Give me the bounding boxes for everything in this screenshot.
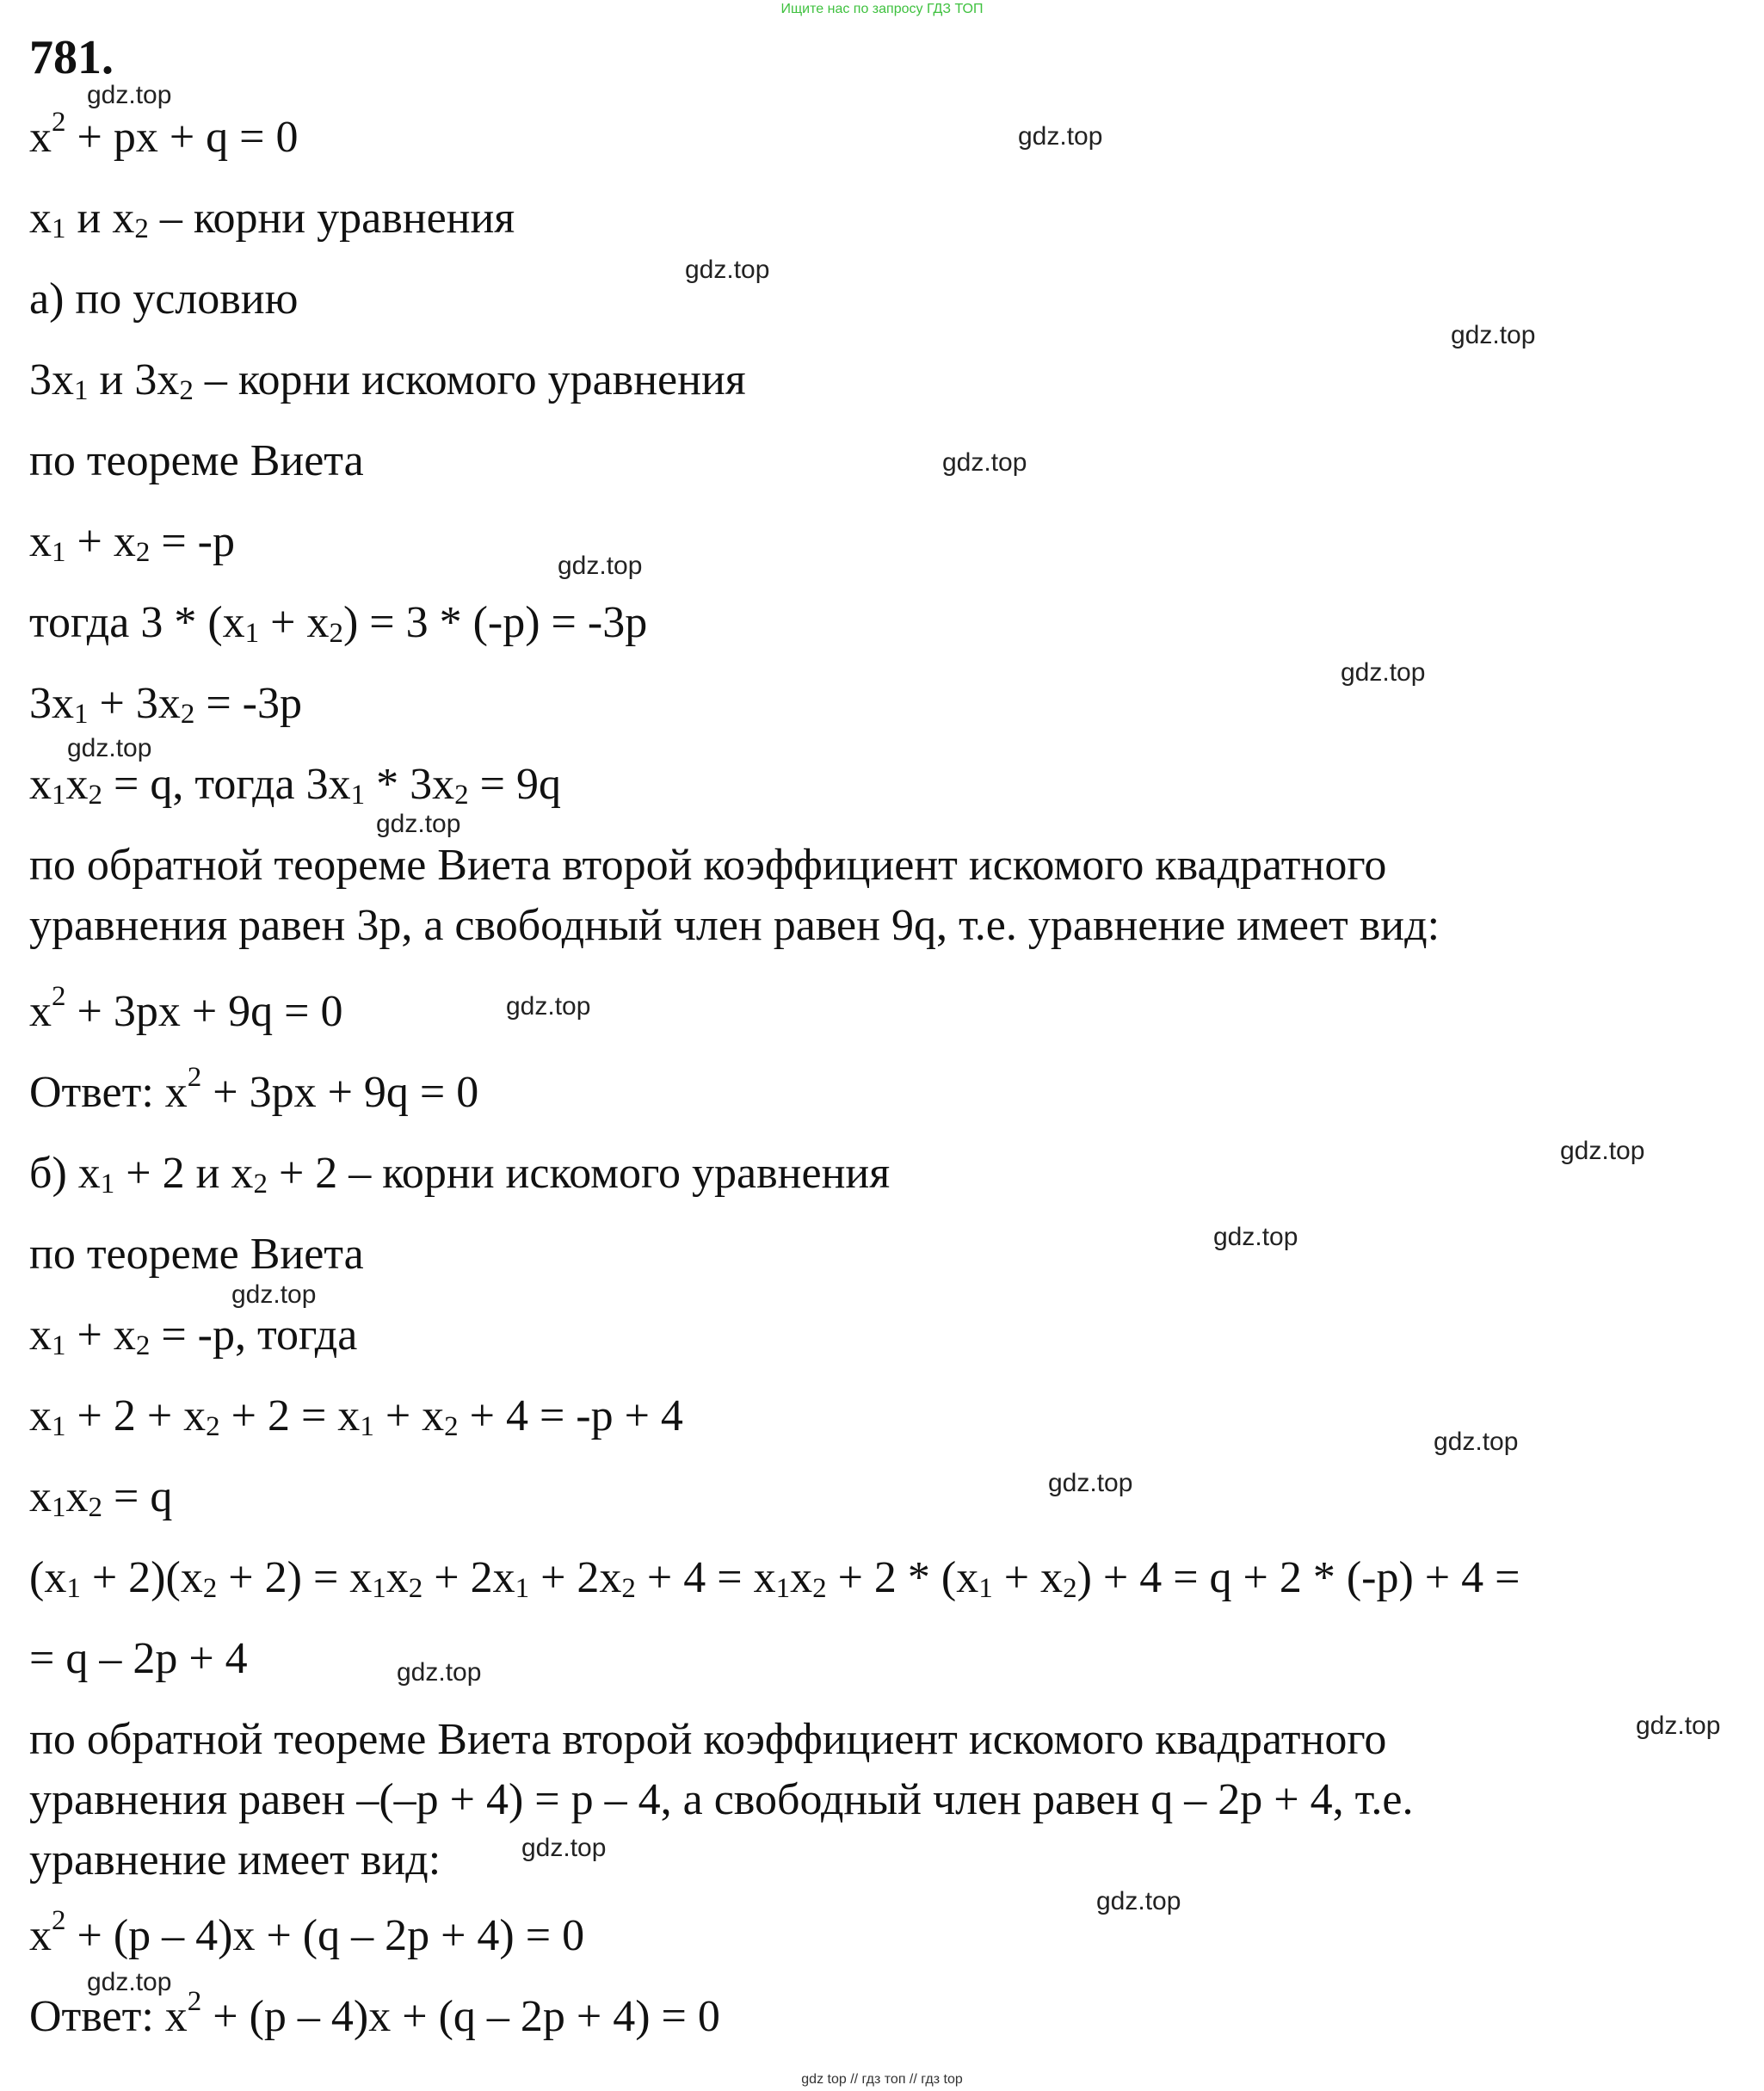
vieta-sum-a: $x_1 + x_2 = -p$ bbox=[29, 517, 235, 568]
new-product-b: $(x_1 + 2)(x_2 + 2) = x_1x_2 + 2x_1 + 2x_2 + 4 = x_1x_2 + 2 * (x_1 + x_2) + 4 = q + 2 * (-p) + 4$ = bbox=[29, 1553, 1520, 1604]
result-equation-b: $x^2 + (p - 4)x + (q - 2p + 4) = 0$ bbox=[29, 1905, 585, 1960]
watermark: gdz.top bbox=[376, 810, 461, 838]
watermark: gdz.top bbox=[397, 1658, 482, 1687]
vieta-product-b: $x_1x_2 = q$ bbox=[29, 1472, 173, 1523]
watermark: gdz.top bbox=[1451, 321, 1536, 349]
footer-links[interactable]: gdz top // гдз топ // гдз top bbox=[801, 2072, 963, 2087]
watermark: gdz.top bbox=[1636, 1712, 1721, 1740]
new-sum-a: $3x_1 + 3x_2 = -3p$ bbox=[29, 679, 302, 730]
inverse-vieta-a-line1: по обратной теореме Виета второй коэффициент искомого квадратного bbox=[29, 841, 1387, 890]
roots-statement: $x_1$ и $x_2$ – корни уравнения bbox=[29, 194, 515, 244]
watermark: gdz.top bbox=[1341, 658, 1426, 687]
watermark: gdz.top bbox=[1560, 1137, 1645, 1165]
watermark: gdz.top bbox=[521, 1834, 607, 1862]
inverse-vieta-b-line2: уравнения равен –(–p + 4) = p – 4, а свободный член равен q – 2p + 4, т.е. bbox=[29, 1775, 1414, 1824]
answer-a: Ответ: $x^2 + 3px + 9q = 0$ bbox=[29, 1062, 479, 1117]
problem-number: 781. bbox=[29, 31, 114, 84]
watermark: gdz.top bbox=[67, 734, 152, 762]
answer-b: Ответ: $x^2 + (p - 4)x + (q - 2p + 4) = 0$ bbox=[29, 1986, 720, 2041]
watermark: gdz.top bbox=[1096, 1887, 1181, 1915]
part-a-heading: а) по условию bbox=[29, 274, 299, 324]
watermark: gdz.top bbox=[1048, 1469, 1133, 1497]
watermark: gdz.top bbox=[685, 256, 770, 284]
new-sum-b: $x_1 + 2 + x_2 + 2 = x_1 + x_2 + 4 = -p + 4$ bbox=[29, 1391, 683, 1442]
watermark: gdz.top bbox=[942, 448, 1027, 477]
watermark: gdz.top bbox=[1213, 1223, 1298, 1251]
watermark: gdz.top bbox=[1018, 122, 1103, 151]
watermark: gdz.top bbox=[506, 992, 591, 1021]
inverse-vieta-a-line2: уравнения равен 3p, а свободный член равен 9q, т.е. уравнение имеет вид: bbox=[29, 901, 1440, 950]
product-a: $x_1x_2 = q$, тогда $3x_1 * 3x_2 = 9q$ bbox=[29, 760, 561, 811]
new-product-b-result: = q – 2p + 4 bbox=[29, 1634, 248, 1683]
header-search-hint[interactable]: Ищите нас по запросу ГДЗ ТОП bbox=[780, 2, 984, 16]
watermark: gdz.top bbox=[87, 81, 172, 109]
part-a-roots: $3x_1$ и $3x_2$ – корни искомого уравнения bbox=[29, 355, 746, 406]
watermark: gdz.top bbox=[231, 1280, 317, 1309]
vieta-heading-b: по теореме Виета bbox=[29, 1230, 364, 1279]
part-b-roots: б) $x_1 + 2$ и $x_2 + 2$ – корни искомого уравнения bbox=[29, 1149, 891, 1200]
watermark: gdz.top bbox=[1434, 1428, 1519, 1456]
inverse-vieta-b-line1: по обратной теореме Виета второй коэффициент искомого квадратного bbox=[29, 1715, 1387, 1764]
sum-times-three: тогда $3 * (x_1 + x_2) = 3 * (-p) = -3p$ bbox=[29, 598, 648, 649]
watermark: gdz.top bbox=[558, 552, 643, 580]
inverse-vieta-b-line3: уравнение имеет вид: bbox=[29, 1835, 441, 1884]
result-equation-a: $x^2 + 3px + 9q = 0$ bbox=[29, 981, 343, 1036]
vieta-heading-a: по теореме Виета bbox=[29, 436, 364, 485]
vieta-sum-b: $x_1 + x_2 = -p$, тогда bbox=[29, 1311, 358, 1361]
watermark: gdz.top bbox=[87, 1968, 172, 1996]
equation-given: $x^2$ + px + q = 0 bbox=[29, 107, 299, 162]
